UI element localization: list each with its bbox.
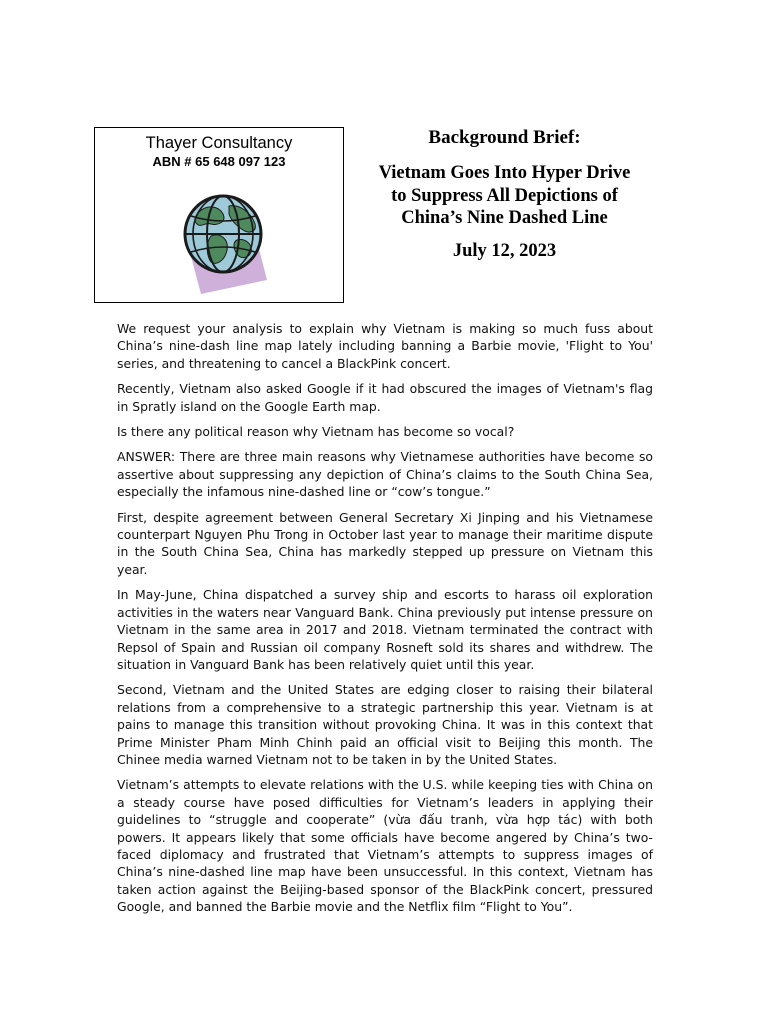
- paragraph-answer: ANSWER: There are three main reasons why Vietnamese authorities have become so assertive about suppressing any depiction of China’s claims to the South China Sea, especially the infamous nine-dashed line or “cow’s tongue.”: [117, 449, 653, 500]
- headline-line-1: Vietnam Goes Into Hyper Drive: [378, 163, 631, 183]
- brief-headline: [352, 162, 657, 230]
- brief-label: Background Brief:: [428, 127, 581, 148]
- brief-date: July 12, 2023: [452, 240, 557, 261]
- paragraph-third-reason: Vietnam’s attempts to elevate relations with the U.S. while keeping ties with China on a steady course have posed difficulties for Vietnam’s leaders in applying their guidelines to “struggle and cooperate” (vừa đấu tranh, vừa hợp tác) with both powers. It appears likely that some officials have become angered by China’s two-faced diplomacy and frustrated that Vietnam’s attempts to suppress images of China’s nine-dashed line map have been unsuccessful. In this context, Vietnam has taken action against the Beijing-based sponsor of the BlackPink concert, pressured Google, and banned the Barbie movie and the Netflix film “Flight to You”.: [117, 777, 653, 915]
- document-body: [117, 320, 653, 924]
- headline-line-2: to Suppress All Depictions of: [391, 185, 618, 206]
- title-block: [352, 126, 657, 262]
- paragraph-vanguard-bank: In May-June, China dispatched a survey ship and escorts to harass oil exploration activities in the waters near Vanguard Bank. China previously put intense pressure on Vietnam in the same area in 2017 and 2018. Vietnam terminated the contract with Repsol of Spain and Russian oil company Rosneft sold its shares and withdrew. The situation in Vanguard Bank has been relatively quiet until this year.: [117, 587, 653, 672]
- paragraph-question: We request your analysis to explain why Vietnam is making so much fuss about China’s nine-dash line map lately including banning a Barbie movie, 'Flight to You' series, and threatening to cancel a BlackPink concert.: [117, 321, 653, 371]
- paragraph-political-question: Is there any political reason why Vietnam has become so vocal?: [117, 424, 515, 440]
- paragraph-first-reason: First, despite agreement between General Secretary Xi Jinping and his Vietnamese counterpart Nguyen Phu Trong in October last year to manage their maritime dispute in the South China Sea, China has markedly stepped up pressure on Vietnam this year.: [117, 509, 653, 577]
- company-abn: ABN # 65 648 097 123: [152, 154, 286, 169]
- paragraph-second-reason: Second, Vietnam and the United States are edging closer to raising their bilateral relations from a comprehensive to a strategic partnership this year. Vietnam is at pains to manage this transition without provoking China. It was in this context that Prime Minister Pham Minh Chinh paid an official visit to Beijing this month. The Chinee media warned Vietnam not to be taken in by the United States.: [117, 682, 653, 767]
- company-name: Thayer Consultancy: [145, 134, 293, 152]
- logo-box: [94, 127, 344, 303]
- paragraph-google: Recently, Vietnam also asked Google if it had obscured the images of Vietnam's flag in Spratly island on the Google Earth map.: [117, 381, 653, 414]
- globe-icon: [171, 184, 283, 296]
- headline-line-3: China’s Nine Dashed Line: [401, 208, 608, 228]
